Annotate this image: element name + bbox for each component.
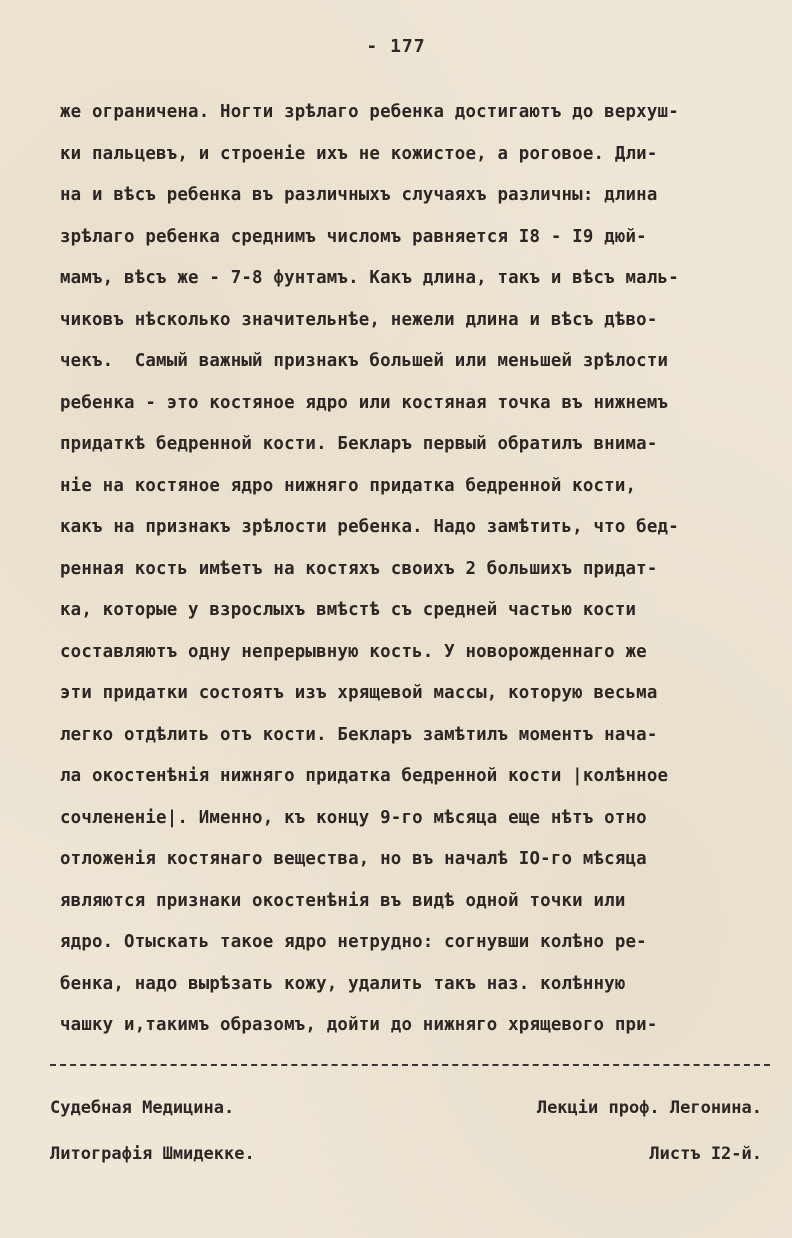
text-line: отложенія костянаго вещества, но въ началѣ IO-го мѣсяца bbox=[60, 849, 647, 869]
footer-lithography: Литографія Шмидекке. bbox=[50, 1144, 255, 1164]
footer-lectures: Лекціи проф. Легонина. bbox=[536, 1098, 762, 1118]
text-line: ядро. Отыскать такое ядро нетрудно: согнувши колѣно ре- bbox=[60, 932, 647, 952]
text-line: ребенка - это костяное ядро или костяная точка въ нижнемъ bbox=[60, 392, 669, 413]
footer-subject: Судебная Медицина. bbox=[50, 1098, 235, 1118]
text-line: бенка, надо вырѣзать кожу, удалить такъ наз. колѣнную bbox=[60, 973, 626, 994]
text-line: зрѣлаго ребенка среднимъ числомъ равняется I8 - I9 дюй- bbox=[60, 226, 647, 247]
text-line: ки пальцевъ, и строеніе ихъ не кожистое, а роговое. Дли- bbox=[60, 143, 658, 164]
text-line: легко отдѣлить отъ кости. Бекларъ замѣтилъ моментъ нача- bbox=[60, 724, 658, 745]
text-line: ка, которые у взрослыхъ вмѣстѣ съ средней частью кости bbox=[60, 600, 637, 620]
text-line: являются признаки окостенѣнія въ видѣ одной точки или bbox=[60, 890, 626, 911]
footer-separator bbox=[50, 1064, 770, 1066]
page-number: - 177 bbox=[366, 36, 426, 57]
text-line: чекъ. Самый важный признакъ большей или меньшей зрѣлости bbox=[60, 351, 669, 371]
text-line: ла окостенѣнія нижняго придатка бедренной кости |колѣнное bbox=[60, 766, 669, 786]
text-line: составляютъ одну непрерывную кость. У новорожденнаго же bbox=[60, 641, 647, 662]
text-line: ренная кость имѣетъ на костяхъ своихъ 2 большихъ придат- bbox=[60, 558, 658, 579]
text-line: мамъ, вѣсъ же - 7-8 фунтамъ. Какъ длина, такъ и вѣсъ маль- bbox=[60, 268, 679, 288]
text-line: чиковъ нѣсколько значительнѣе, нежели длина и вѣсъ дѣво- bbox=[60, 309, 658, 330]
body-text bbox=[60, 92, 772, 1047]
text-line: на и вѣсъ ребенка въ различныхъ случаяхъ различны: длина bbox=[60, 185, 658, 205]
text-line: же ограничена. Ногти зрѣлаго ребенка достигаютъ до верхуш- bbox=[60, 102, 679, 122]
text-line: какъ на признакъ зрѣлости ребенка. Надо замѣтить, что бед- bbox=[60, 517, 679, 537]
text-line: придаткѣ бедренной кости. Бекларъ первый обратилъ внима- bbox=[60, 434, 658, 454]
text-line: ніе на костяное ядро нижняго придатка бедренной кости, bbox=[60, 475, 637, 496]
footer-sheet: Листъ I2-й. bbox=[649, 1144, 762, 1164]
text-line: сочлененіе|. Именно, къ концу 9-го мѣсяца еще нѣтъ отно bbox=[60, 807, 647, 828]
text-line: эти придатки состоятъ изъ хрящевой массы, которую весьма bbox=[60, 683, 658, 703]
text-line: чашку и,такимъ образомъ, дойти до нижняго хрящевого при- bbox=[60, 1015, 658, 1035]
